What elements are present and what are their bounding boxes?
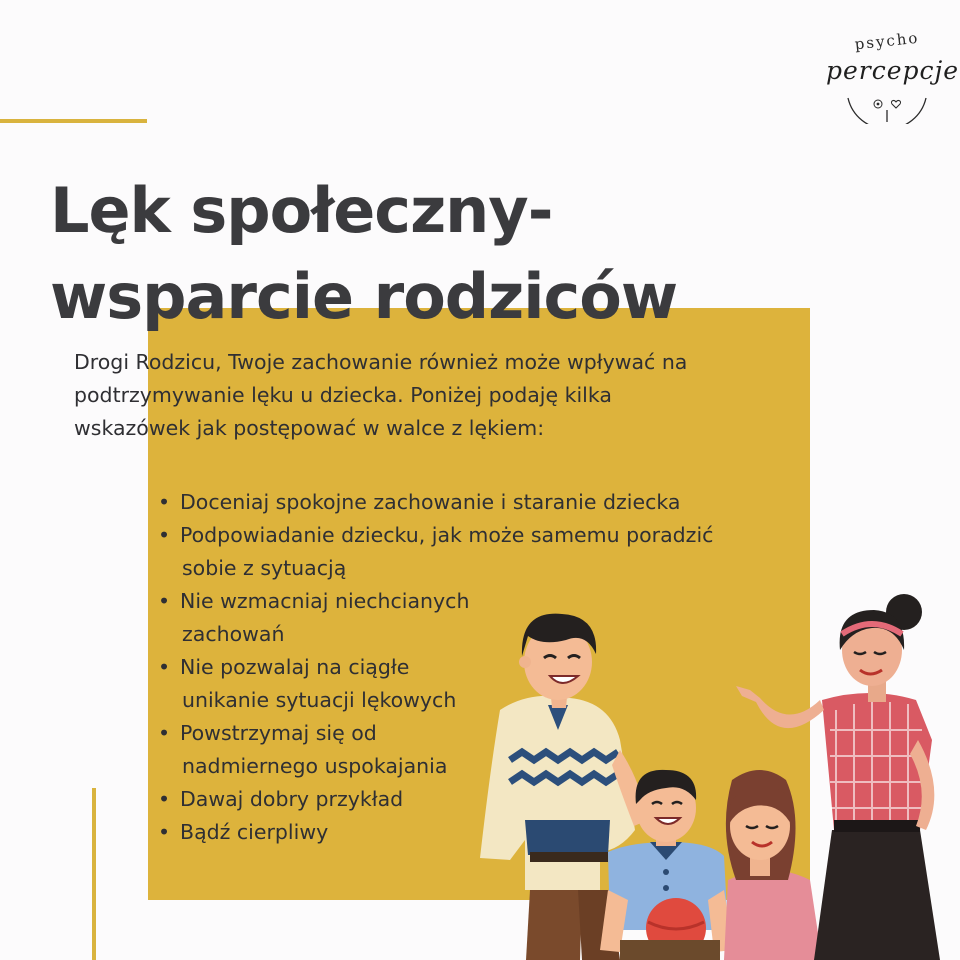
tip-text: • Doceniaj spokojne zachowanie i staranie dziecka [180, 490, 681, 514]
tip-text-continued: nadmiernego uspokajania [182, 754, 448, 778]
tip-text-continued: sobie z sytuacją [182, 556, 347, 580]
accent-line-top [0, 119, 147, 123]
brand-logo [826, 28, 960, 128]
title-line-1: Lęk społeczny- [50, 174, 553, 247]
tip-item [158, 519, 713, 585]
flower-icon [874, 100, 882, 108]
tip-text: • Bądź cierpliwy [180, 820, 329, 844]
family-illustration [470, 590, 960, 960]
page-title [50, 168, 677, 340]
accent-line-vertical [92, 788, 96, 960]
girl-figure [724, 770, 822, 960]
tip-text: • Nie wzmacniaj niechcianych [180, 589, 470, 613]
logo-arc-icon [834, 52, 940, 124]
logo-top-text: psycho [853, 28, 921, 54]
tip-text-continued: zachowań [182, 622, 285, 646]
tip-text-continued: unikanie sytuacji lękowych [182, 688, 457, 712]
heart-icon [891, 101, 900, 108]
title-line-2: wsparcie rodziców [50, 260, 678, 333]
intro-paragraph: Drogi Rodzicu, Twoje zachowanie również może wpływać na podtrzymywanie lęku u dziecka. Poniżej podaję kilka wskazówek jak postępować w walce z lękiem: [74, 350, 688, 440]
tip-text: • Dawaj dobry przykład [180, 787, 404, 811]
tip-text: • Podpowiadanie dziecku, jak może samemu poradzić [180, 523, 714, 547]
tip-item [158, 486, 713, 519]
tip-text: • Powstrzymaj się od [180, 721, 377, 745]
logo-main-text: percepcje [826, 56, 960, 85]
tip-text: • Nie pozwalaj na ciągłe [180, 655, 410, 679]
